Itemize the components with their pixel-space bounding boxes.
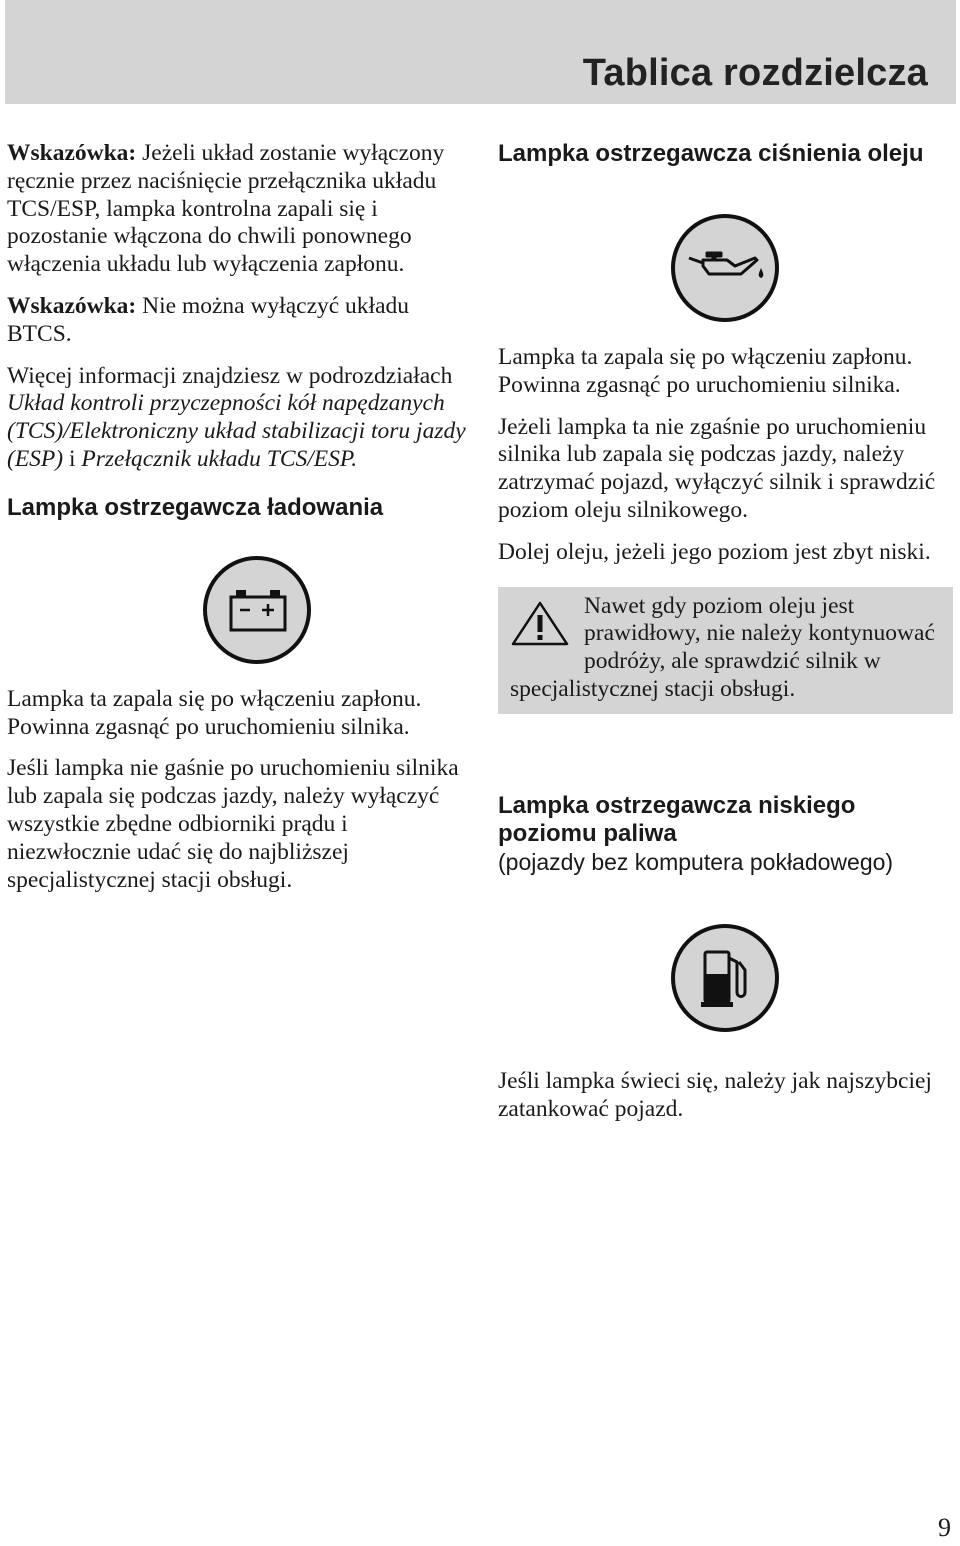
warning-box [498,587,953,714]
info-paragraph [7,363,477,474]
warning-triangle-icon [510,599,570,655]
info-mid: i [63,445,82,472]
right-column [498,140,953,1137]
note-text: Jeżeli układ zostanie wyłączony ręcznie przez naciśnięcie przełącznika układu TCS/ESP, lampka kontrolna zapali się i pozostanie włączona do chwili ponownego włączenia układu lub wyłączenia zapłonu. [7,140,445,278]
info-prefix: Więcej informacji znajdziesz w podrozdziałach [7,362,453,389]
header-band [5,0,956,104]
warning-text: Nawet gdy poziom oleju jest prawidłowy, nie należy kontynuować podróży, ale sprawdzić silnik w specjalistycznej stacji obsługi. [510,592,935,702]
fuel-pump-icon [671,924,779,1032]
fuel-paragraph-1: Jeśli lampka świeci się, należy jak najszybciej zatankować pojazd. [498,1067,932,1122]
note-text: Nie można wyłączyć układu BTCS. [7,292,410,347]
page-title: Tablica rozdzielcza [582,52,928,94]
oil-paragraph-1: Lampka ta zapala się po włączeniu zapłonu. Powinna zgasnąć po uruchomieniu silnika. [498,344,913,398]
note-tcs-esp [7,140,477,279]
oil-paragraph-3: Dolej oleju, jeżeli jego poziom jest zbyt niski. [498,538,931,565]
fuel-heading: Lampka ostrzegawcza niskiego poziomu paliwa [498,791,856,847]
charging-paragraph-1: Lampka ta zapala się po włączeniu zapłonu. Powinna zgasnąć po uruchomieniu silnika. [7,685,422,740]
page-number: 9 [938,1513,951,1542]
info-reference-2: Przełącznik układu TCS/ESP. [81,445,358,472]
oil-paragraph-2: Jeżeli lampka ta nie zgaśnie po uruchomieniu silnika lub zapala się podczas jazdy, należy zatrzymać pojazd, wyłączyć silnik i sprawdzić poziom oleju silnikowego. [498,413,936,523]
battery-icon [203,556,311,664]
note-btcs [7,293,477,349]
info-reference-1: Układ kontroli przyczepności kół napędzanych (TCS)/Elektroniczny układ stabilizacji toru jazdy (ESP) [7,390,466,472]
oil-heading: Lampka ostrzegawcza ciśnienia oleju [498,140,924,167]
fuel-subheading: (pojazdy bez komputera pokładowego) [498,848,894,875]
charging-heading: Lampka ostrzegawcza ładowania [7,493,384,521]
note-label: Wskazówka: [7,292,137,319]
oil-can-icon [671,214,779,322]
note-label: Wskazówka: [7,140,137,166]
charging-paragraph-2: Jeśli lampka nie gaśnie po uruchomieniu silnika lub zapala się podczas jazdy, należy wyłączyć wszystkie zbędne odbiorniki prądu i niezwłocznie udać się do najbliższej specjalistycznej stacji obsługi. [7,755,459,893]
left-column [7,140,477,908]
